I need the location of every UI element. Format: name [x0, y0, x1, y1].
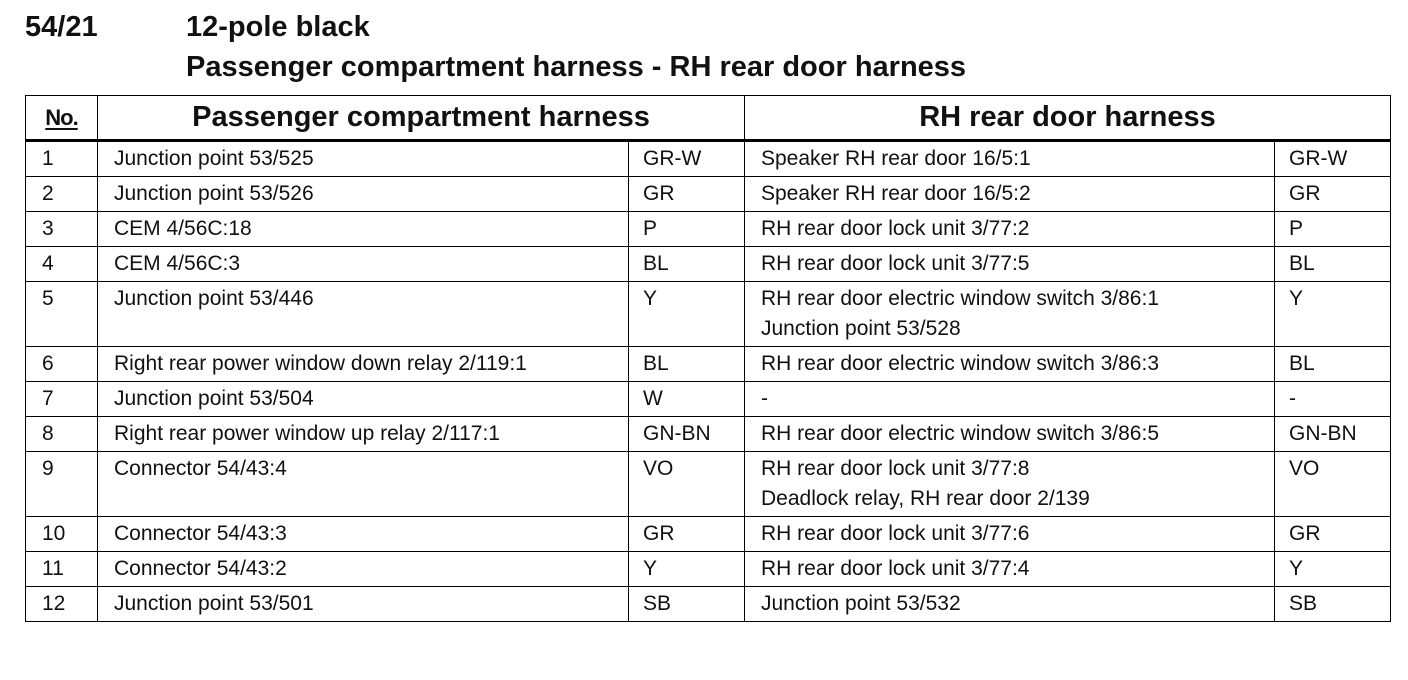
connection-line: Junction point 53/446	[114, 287, 314, 310]
connection-line: Junction point 53/501	[114, 592, 314, 615]
rear-door-wire-color: P	[1275, 212, 1391, 247]
passenger-harness-connection	[98, 417, 629, 452]
passenger-wire-color: VO	[629, 452, 745, 517]
connection-line: RH rear door electric window switch 3/86:5	[761, 422, 1159, 445]
pin-number: 11	[26, 552, 98, 587]
rear-door-wire-color: Y	[1275, 282, 1391, 347]
connection-line: Speaker RH rear door 16/5:2	[761, 182, 1031, 205]
rear-door-harness-connection	[745, 247, 1275, 282]
passenger-wire-color: W	[629, 382, 745, 417]
passenger-harness-connection	[98, 552, 629, 587]
passenger-harness-connection	[98, 587, 629, 622]
table-row	[26, 282, 1391, 347]
column-header-no: No.	[26, 96, 98, 141]
passenger-wire-color: BL	[629, 347, 745, 382]
pin-number: 7	[26, 382, 98, 417]
passenger-harness-connection	[98, 382, 629, 417]
rear-door-wire-color: GR	[1275, 177, 1391, 212]
passenger-wire-color: GR	[629, 177, 745, 212]
rear-door-wire-color: VO	[1275, 452, 1391, 517]
rear-door-harness-connection	[745, 452, 1275, 517]
table-row	[26, 141, 1391, 177]
connection-line: Junction point 53/526	[114, 182, 314, 205]
passenger-wire-color: P	[629, 212, 745, 247]
passenger-harness-connection	[98, 247, 629, 282]
table-row	[26, 587, 1391, 622]
passenger-wire-color: GR	[629, 517, 745, 552]
connection-line: Connector 54/43:4	[114, 457, 287, 480]
passenger-wire-color: GR-W	[629, 141, 745, 177]
rear-door-harness-connection	[745, 212, 1275, 247]
passenger-harness-connection	[98, 517, 629, 552]
connection-line: Speaker RH rear door 16/5:1	[761, 147, 1031, 170]
pin-number: 5	[26, 282, 98, 347]
passenger-harness-connection	[98, 452, 629, 517]
rear-door-harness-connection	[745, 517, 1275, 552]
rear-door-harness-connection	[745, 552, 1275, 587]
pin-number: 2	[26, 177, 98, 212]
connection-line: Junction point 53/532	[761, 592, 961, 615]
connector-subtitle: Passenger compartment harness - RH rear door harness	[186, 51, 967, 83]
connection-line: RH rear door lock unit 3/77:6	[761, 522, 1030, 545]
connection-line: CEM 4/56C:3	[114, 252, 241, 275]
rear-door-wire-color: -	[1275, 382, 1391, 417]
table-row	[26, 212, 1391, 247]
connector-pin-table	[25, 95, 1391, 622]
pin-number: 4	[26, 247, 98, 282]
passenger-harness-connection	[98, 347, 629, 382]
pin-number: 9	[26, 452, 98, 517]
table-row	[26, 177, 1391, 212]
pin-number: 12	[26, 587, 98, 622]
passenger-harness-connection	[98, 177, 629, 212]
connection-line: Junction point 53/528	[761, 317, 961, 340]
rear-door-harness-connection	[745, 141, 1275, 177]
passenger-harness-connection	[98, 212, 629, 247]
rear-door-wire-color: SB	[1275, 587, 1391, 622]
rear-door-wire-color: BL	[1275, 347, 1391, 382]
rear-door-wire-color: GR	[1275, 517, 1391, 552]
passenger-wire-color: SB	[629, 587, 745, 622]
pin-number: 1	[26, 141, 98, 177]
connection-line: RH rear door electric window switch 3/86:1	[761, 287, 1159, 310]
table-row	[26, 517, 1391, 552]
connection-line: Junction point 53/504	[114, 387, 314, 410]
rear-door-harness-connection	[745, 417, 1275, 452]
table-body	[26, 141, 1391, 622]
connection-line: RH rear door lock unit 3/77:5	[761, 252, 1030, 275]
connector-code: 54/21	[25, 11, 98, 43]
pin-number: 3	[26, 212, 98, 247]
connection-line: Connector 54/43:3	[114, 522, 287, 545]
table-row	[26, 417, 1391, 452]
table-row	[26, 382, 1391, 417]
pin-number: 8	[26, 417, 98, 452]
connection-line: RH rear door lock unit 3/77:4	[761, 557, 1030, 580]
table-header-row	[26, 96, 1391, 141]
table-row	[26, 247, 1391, 282]
passenger-wire-color: Y	[629, 282, 745, 347]
rear-door-wire-color: BL	[1275, 247, 1391, 282]
connection-line: -	[761, 387, 768, 410]
table-row	[26, 452, 1391, 517]
table-row	[26, 552, 1391, 587]
passenger-harness-connection	[98, 282, 629, 347]
connection-line: Connector 54/43:2	[114, 557, 287, 580]
passenger-wire-color: Y	[629, 552, 745, 587]
connection-line: Junction point 53/525	[114, 147, 314, 170]
rear-door-harness-connection	[745, 282, 1275, 347]
rear-door-harness-connection	[745, 587, 1275, 622]
pin-number: 6	[26, 347, 98, 382]
connection-line: RH rear door electric window switch 3/86:3	[761, 352, 1159, 375]
connector-title: 12-pole black	[186, 11, 370, 43]
rear-door-wire-color: GN-BN	[1275, 417, 1391, 452]
rear-door-harness-connection	[745, 382, 1275, 417]
column-header-passenger-harness: Passenger compartment harness	[98, 96, 745, 141]
connection-line: Right rear power window down relay 2/119:1	[114, 352, 527, 375]
passenger-harness-connection	[98, 141, 629, 177]
connection-line: Deadlock relay, RH rear door 2/139	[761, 487, 1090, 510]
table-row	[26, 347, 1391, 382]
connection-line: Right rear power window up relay 2/117:1	[114, 422, 500, 445]
rear-door-harness-connection	[745, 347, 1275, 382]
rear-door-wire-color: GR-W	[1275, 141, 1391, 177]
connection-line: RH rear door lock unit 3/77:2	[761, 217, 1030, 240]
rear-door-harness-connection	[745, 177, 1275, 212]
passenger-wire-color: BL	[629, 247, 745, 282]
column-header-rh-rear-door-harness: RH rear door harness	[745, 96, 1391, 141]
passenger-wire-color: GN-BN	[629, 417, 745, 452]
rear-door-wire-color: Y	[1275, 552, 1391, 587]
connection-line: RH rear door lock unit 3/77:8	[761, 457, 1030, 480]
connection-line: CEM 4/56C:18	[114, 217, 252, 240]
pin-number: 10	[26, 517, 98, 552]
